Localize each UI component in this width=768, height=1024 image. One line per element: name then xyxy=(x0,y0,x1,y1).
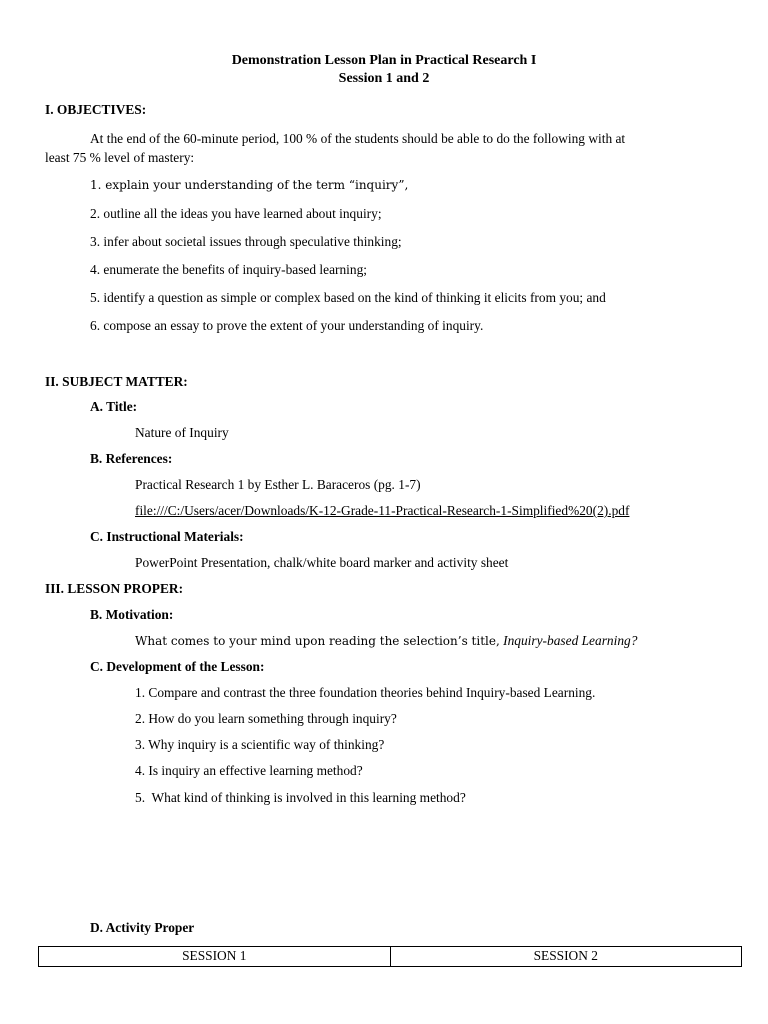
lesson-proper-heading: III. LESSON PROPER: xyxy=(45,581,184,596)
objective-item: 2. outline all the ideas you have learned about inquiry; xyxy=(90,206,382,221)
session-1-header: SESSION 1 xyxy=(39,947,391,967)
objective-item: 3. infer about societal issues through speculative thinking; xyxy=(90,234,402,249)
reference-book: Practical Research 1 by Esther L. Baraceros (pg. 1-7) xyxy=(135,477,421,492)
session-2-header: SESSION 2 xyxy=(390,947,742,967)
reference-link[interactable]: file:///C:/Users/acer/Downloads/K-12-Grade-11-Practical-Research-1-Simplified%20(2).pdf xyxy=(135,503,630,518)
motivation-text: What comes to your mind upon reading the selection’s title, xyxy=(135,634,500,648)
development-item: 1. Compare and contrast the three foundation theories behind Inquiry-based Learning. xyxy=(135,685,596,700)
document-subtitle: Session 1 and 2 xyxy=(338,71,430,86)
materials-label: C. Instructional Materials: xyxy=(90,529,244,544)
objectives-heading: I. OBJECTIVES: xyxy=(45,102,147,117)
objective-item: 1. explain your understanding of the term “inquiry”, xyxy=(90,178,409,192)
motivation-title: Inquiry-based Learning? xyxy=(503,633,638,648)
title-value: Nature of Inquiry xyxy=(135,425,229,440)
title-label: A. Title: xyxy=(90,399,138,414)
objectives-intro-line2: least 75 % level of mastery: xyxy=(45,150,195,165)
development-item: 3. Why inquiry is a scientific way of thinking? xyxy=(135,737,385,752)
development-item: 2. How do you learn something through inquiry? xyxy=(135,711,397,726)
objective-item: 5. identify a question as simple or complex based on the kind of thinking it elicits from you; and xyxy=(90,290,606,305)
development-item: 5. What kind of thinking is involved in this learning method? xyxy=(135,790,466,805)
table-row xyxy=(39,947,742,967)
motivation-question xyxy=(135,633,637,649)
document-title: Demonstration Lesson Plan in Practical Research I xyxy=(231,53,537,68)
development-label: C. Development of the Lesson: xyxy=(90,659,265,674)
subject-matter-heading: II. SUBJECT MATTER: xyxy=(45,374,188,389)
references-label: B. References: xyxy=(90,451,173,466)
development-item: 4. Is inquiry an effective learning method? xyxy=(135,763,363,778)
sessions-table xyxy=(38,946,742,967)
motivation-label: B. Motivation: xyxy=(90,607,174,622)
objective-item: 6. compose an essay to prove the extent of your understanding of inquiry. xyxy=(90,318,484,333)
objective-item: 4. enumerate the benefits of inquiry-based learning; xyxy=(90,262,368,277)
objectives-intro-line1: At the end of the 60-minute period, 100 % of the students should be able to do the following with at xyxy=(90,131,626,146)
activity-proper-label: D. Activity Proper xyxy=(90,920,195,935)
materials-value: PowerPoint Presentation, chalk/white board marker and activity sheet xyxy=(135,555,509,570)
